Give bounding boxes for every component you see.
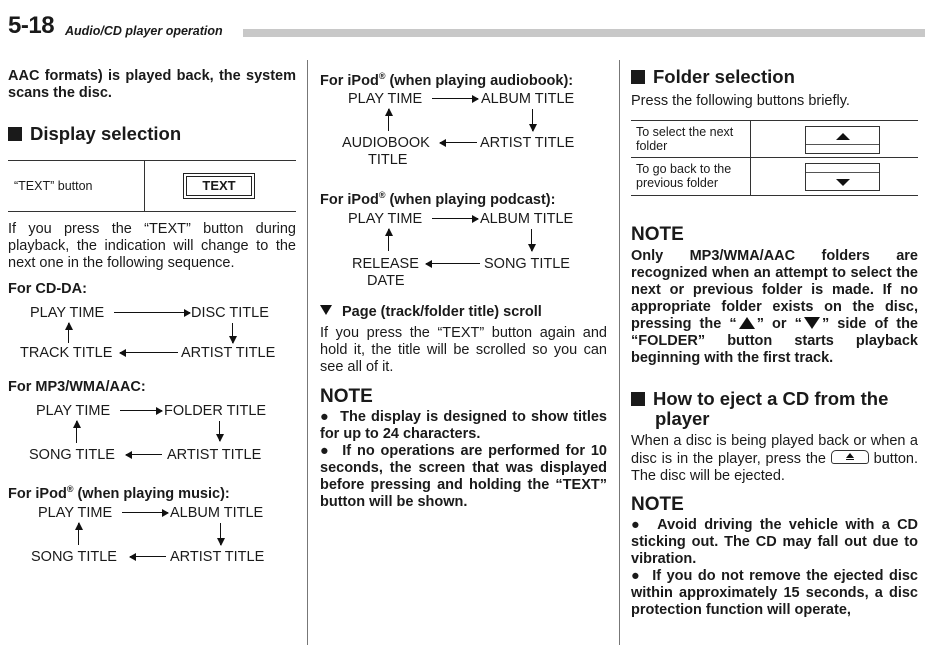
flow-item: PLAY TIME [36, 403, 111, 419]
right-arrow-icon [432, 98, 478, 99]
folder-selection-heading: Folder selection [631, 66, 795, 88]
flow-item: SONG TITLE [31, 549, 117, 565]
flow-item: ARTIST TITLE [480, 135, 575, 151]
flow-item: DISC TITLE [191, 305, 269, 321]
column-divider [619, 60, 620, 645]
folder-row-label: To go back to the previous folder [636, 162, 732, 190]
ipod-podcast-label: For iPod® (when playing podcast): [320, 190, 556, 208]
note-heading: NOTE [320, 386, 373, 407]
flow-item: PLAY TIME [348, 91, 423, 107]
up-triangle-icon [739, 317, 755, 329]
flow-item: AUDIOBOOK [342, 135, 430, 151]
scroll-heading: Page (track/folder title) scroll [320, 304, 542, 321]
left-arrow-icon [120, 352, 178, 353]
down-arrow-icon [532, 109, 533, 131]
scroll-paragraph: If you press the “TEXT” button again and hold it, the title will be scrolled so you can see all of it. [320, 325, 607, 375]
page-header [8, 0, 918, 42]
up-arrow-icon [78, 523, 79, 545]
left-arrow-icon [426, 263, 480, 264]
note-heading: NOTE [631, 224, 684, 245]
note-item: ● Avoid driving the vehicle with a CD sticking out. The CD may fall out due to vibration. [631, 517, 919, 567]
intro-text: AAC formats) is played back, the system scans the disc. [8, 68, 296, 101]
triangle-bullet-icon [320, 305, 332, 315]
flow-item: ARTIST TITLE [181, 345, 276, 361]
flow-item: FOLDER TITLE [164, 403, 267, 419]
table-label: “TEXT” button [14, 179, 93, 193]
cdda-label: For CD-DA: [8, 281, 87, 297]
flow-item: ALBUM TITLE [480, 211, 574, 227]
down-arrow-icon [219, 421, 220, 441]
flow-item: TITLE [368, 152, 408, 168]
up-triangle-icon [836, 133, 850, 140]
column-right [631, 60, 918, 645]
down-triangle-icon [836, 179, 850, 186]
flow-item: TRACK TITLE [20, 345, 113, 361]
text-button: TEXT [183, 173, 255, 199]
flow-item: SONG TITLE [484, 256, 570, 272]
right-arrow-icon [122, 512, 168, 513]
display-paragraph: If you press the “TEXT” button during playback, the indication will change to the next one in the following sequence. [8, 221, 296, 271]
note-list [320, 409, 607, 511]
down-arrow-icon [220, 523, 221, 545]
ipod-audiobook-label: For iPod® (when playing audiobook): [320, 71, 574, 89]
flow-item: ALBUM TITLE [170, 505, 264, 521]
note-heading: NOTE [631, 494, 684, 515]
flow-item: PLAY TIME [30, 305, 105, 321]
down-triangle-icon [804, 317, 820, 329]
note-item: ● If you do not remove the ejected disc within approximately 15 seconds, a disc protection function will operate, [631, 568, 918, 618]
up-arrow-icon [388, 229, 389, 251]
column-middle [320, 60, 607, 645]
mp3-label: For MP3/WMA/AAC: [8, 379, 146, 395]
display-selection-heading: Display selection [8, 123, 181, 145]
flow-item: ARTIST TITLE [170, 549, 265, 565]
flow-item: ALBUM TITLE [481, 91, 575, 107]
left-arrow-icon [440, 142, 477, 143]
flow-item: PLAY TIME [348, 211, 423, 227]
ipod-music-label: For iPod® (when playing music): [8, 484, 230, 502]
flow-item: PLAY TIME [38, 505, 113, 521]
left-arrow-icon [126, 454, 162, 455]
note-list [631, 517, 918, 619]
folder-note: Only MP3/WMA/AAC folders are recognized when an attempt to select the next or previous folder is made. If no appropriate folder exists on the disc, pressing the “ ” or “ ” side of the “FOLDER” button starts playback beginning with the first track. [631, 248, 918, 366]
folder-down-button [805, 163, 880, 191]
left-arrow-icon [130, 556, 166, 557]
flow-item: ARTIST TITLE [167, 447, 262, 463]
down-arrow-icon [531, 229, 532, 251]
eject-button-icon [831, 450, 869, 464]
flow-item: DATE [367, 273, 405, 289]
flow-item: RELEASE [352, 256, 419, 272]
section-title: Audio/CD player operation [65, 24, 223, 38]
note-item: ● If no operations are performed for 10 seconds, the screen that was displayed before pressing and holding the “TEXT” button will be shown. [320, 443, 607, 510]
header-rule [243, 29, 925, 37]
folder-row-label: To select the next folder [636, 125, 734, 153]
folder-intro: Press the following buttons briefly. [631, 93, 850, 109]
square-bullet-icon [631, 70, 645, 84]
down-arrow-icon [232, 323, 233, 343]
eject-heading: How to eject a CD from the player [631, 389, 888, 429]
column-divider [307, 60, 308, 645]
flow-item: SONG TITLE [29, 447, 115, 463]
up-arrow-icon [68, 323, 69, 343]
eject-paragraph: When a disc is being played back or when a disc is in the player, press the button. The disc will be ejected. [631, 433, 918, 484]
up-arrow-icon [76, 421, 77, 443]
up-arrow-icon [388, 109, 389, 131]
page-number: 5-18 [8, 12, 55, 39]
folder-table [631, 120, 918, 196]
column-left [8, 60, 296, 645]
folder-up-button [805, 126, 880, 154]
right-arrow-icon [114, 312, 190, 313]
square-bullet-icon [8, 127, 22, 141]
square-bullet-icon [631, 392, 645, 406]
right-arrow-icon [120, 410, 162, 411]
note-item: ● The display is designed to show titles for up to 24 characters. [320, 409, 607, 442]
right-arrow-icon [432, 218, 478, 219]
